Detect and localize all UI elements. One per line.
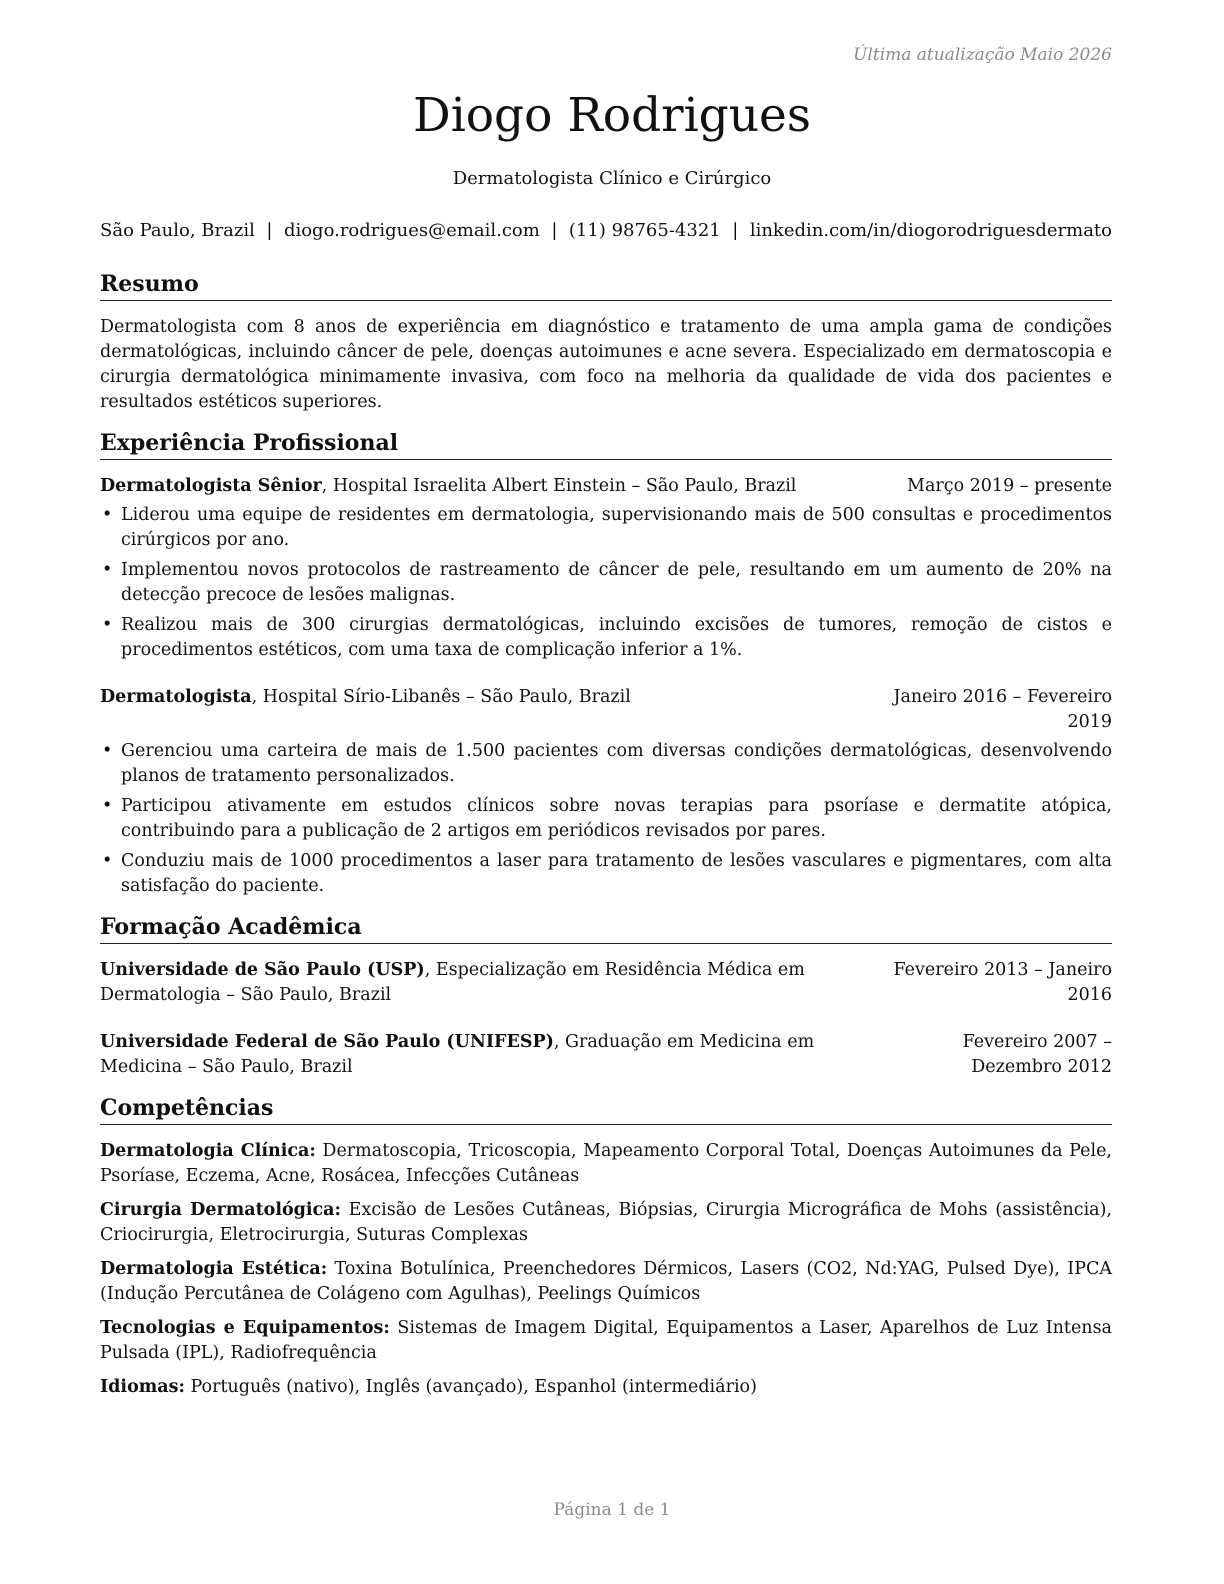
job-role: Dermatologista Sênior [100, 476, 322, 496]
job-organization: , Hospital Israelita Albert Einstein – São Paulo, Brazil [321, 476, 797, 496]
skill-label: Tecnologias e Equipamentos: [100, 1318, 390, 1338]
achievement-item: • Participou ativamente em estudos clínicos sobre novas terapias para psoríase e dermatite atópica, contribuindo para a publicação de 2 artigos em periódicos revisados por pares. [100, 794, 1112, 844]
section-title-summary: Resumo [100, 270, 1112, 301]
education-dates: Fevereiro 2007 – Dezembro 2012 [962, 1032, 1112, 1077]
skill-label: Idiomas: [100, 1377, 185, 1397]
skill-label: Dermatologia Clínica: [100, 1141, 316, 1161]
experience-section [100, 429, 1112, 899]
summary-section [100, 270, 1112, 415]
achievement-list [100, 503, 1112, 663]
entry-header [100, 474, 1112, 499]
experience-entry [100, 685, 1112, 899]
professional-title: Dermatologista Clínico e Cirúrgico [452, 168, 772, 189]
achievement-item: • Implementou novos protocolos de rastreamento de câncer de pele, resultando em um aumento de 20% na detecção precoce de lesões malignas. [100, 558, 1112, 608]
entry-title [100, 958, 872, 1008]
entry-header [100, 958, 1112, 1008]
degree-detail: , Graduação em Medicina em Medicina – São Paulo, Brazil [100, 1032, 815, 1077]
achievement-item: • Liderou uma equipe de residentes em dermatologia, supervisionando mais de 500 consultas e procedimentos cirúrgicos por ano. [100, 503, 1112, 553]
section-title-skills: Competências [100, 1094, 1112, 1125]
contact-email[interactable]: diogo.rodrigues@email.com [283, 220, 540, 241]
skill-group [100, 1375, 1112, 1400]
skill-label: Dermatologia Estética: [100, 1259, 328, 1279]
entry-header [100, 685, 1112, 735]
contact-separator: | [732, 220, 739, 241]
summary-text: Dermatologista com 8 anos de experiência em diagnóstico e tratamento de uma ampla gama de condições dermatológicas, incluindo câncer de pele, doenças autoimunes e acne severa. Especializado em dermatoscopia e cirurgia dermatológica minimamente invasiva, com foco na melhoria da qualidade de vida dos pacientes e resultados estéticos superiores. [100, 317, 1112, 412]
page-number: Página 1 de 1 [553, 1500, 671, 1520]
resume-body [100, 270, 1112, 1414]
candidate-name: Diogo Rodrigues [413, 88, 811, 143]
last-updated: Última atualização Maio 2026 [853, 45, 1112, 65]
skill-group [100, 1257, 1112, 1307]
contact-separator: | [266, 220, 273, 241]
entry-title [100, 685, 872, 710]
section-title-education: Formação Acadêmica [100, 913, 1112, 944]
entry-title [100, 474, 907, 499]
contact-separator: | [551, 220, 558, 241]
education-section [100, 913, 1112, 1080]
contact-line [100, 220, 1112, 241]
contact-location: São Paulo, Brazil [100, 220, 255, 241]
skill-list: Excisão de Lesões Cutâneas, Biópsias, Cirurgia Micrográfica de Mohs (assistência), Criocirurgia, Eletrocirurgia, Suturas Complexas [100, 1200, 1112, 1245]
skills-section [100, 1094, 1112, 1400]
school-name: Universidade Federal de São Paulo (UNIFESP) [100, 1032, 554, 1052]
skill-list: Sistemas de Imagem Digital, Equipamentos a Laser, Aparelhos de Luz Intensa Pulsada (IPL), Radiofrequência [100, 1318, 1112, 1363]
section-title-experience: Experiência Profissional [100, 429, 1112, 460]
degree-detail: , Especialização em Residência Médica em Dermatologia – São Paulo, Brazil [100, 960, 805, 1005]
achievement-item: • Conduziu mais de 1000 procedimentos a laser para tratamento de lesões vasculares e pigmentares, com alta satisfação do paciente. [100, 849, 1112, 899]
achievement-list [100, 739, 1112, 899]
job-role: Dermatologista [100, 687, 252, 707]
skill-group [100, 1316, 1112, 1366]
job-organization: , Hospital Sírio-Libanês – São Paulo, Brazil [251, 687, 631, 707]
skill-group [100, 1139, 1112, 1189]
achievement-item: • Realizou mais de 300 cirurgias dermatológicas, incluindo excisões de tumores, remoção de cistos e procedimentos estéticos, com uma taxa de complicação inferior a 1%. [100, 613, 1112, 663]
education-dates: Fevereiro 2013 – Janeiro 2016 [893, 960, 1112, 1005]
education-entry [100, 1030, 1112, 1080]
experience-entry [100, 474, 1112, 663]
skill-label: Cirurgia Dermatológica: [100, 1200, 341, 1220]
achievement-item: • Gerenciou uma carteira de mais de 1.500 pacientes com diversas condições dermatológicas, desenvolvendo planos de tratamento personalizados. [100, 739, 1112, 789]
contact-linkedin[interactable]: linkedin.com/in/diogorodriguesdermato [749, 220, 1112, 241]
contact-phone[interactable]: (11) 98765-4321 [568, 220, 721, 241]
skill-list: Dermatoscopia, Tricoscopia, Mapeamento Corporal Total, Doenças Autoimunes da Pele, Psoríase, Eczema, Acne, Rosácea, Infecções Cutâneas [100, 1141, 1112, 1186]
skill-list: Toxina Botulínica, Preenchedores Dérmicos, Lasers (CO2, Nd:YAG, Pulsed Dye), IPCA (Indução Percutânea de Colágeno com Agulhas), Peelings Químicos [100, 1259, 1113, 1304]
job-dates: Março 2019 – presente [907, 476, 1112, 496]
education-entry [100, 958, 1112, 1008]
school-name: Universidade de São Paulo (USP) [100, 960, 425, 980]
skill-group [100, 1198, 1112, 1248]
entry-title [100, 1030, 872, 1080]
skill-list: Português (nativo), Inglês (avançado), Espanhol (intermediário) [184, 1377, 757, 1397]
entry-header [100, 1030, 1112, 1080]
job-dates: Janeiro 2016 – Fevereiro 2019 [893, 687, 1112, 732]
